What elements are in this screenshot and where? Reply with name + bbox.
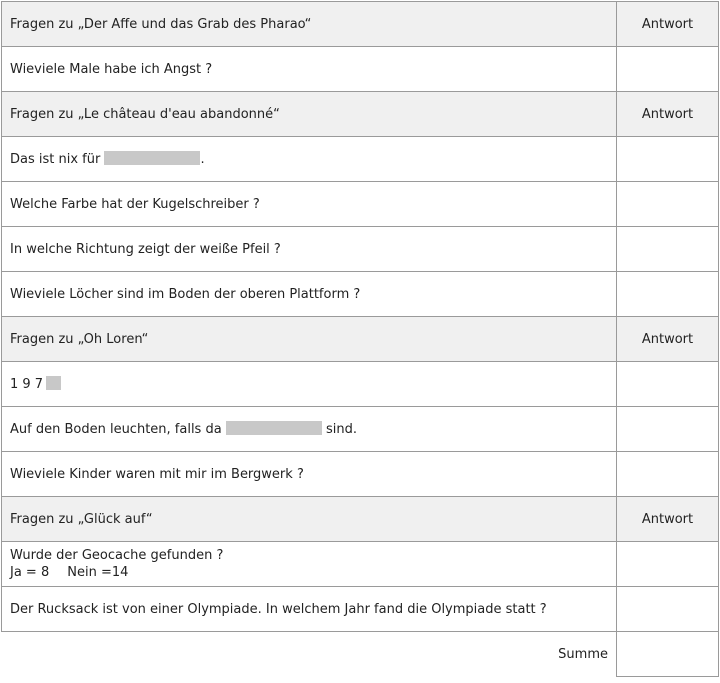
sum-label: Summe — [2, 632, 617, 677]
question-text: In welche Richtung zeigt der weiße Pfeil ? — [2, 227, 617, 272]
question-row — [2, 407, 719, 452]
question-row — [2, 47, 719, 92]
section-title: Fragen zu „Oh Loren“ — [2, 317, 617, 362]
question-text: Wieviele Löcher sind im Boden der oberen Plattform ? — [2, 272, 617, 317]
section-title: Fragen zu „Glück auf“ — [2, 497, 617, 542]
sum-row — [2, 632, 719, 677]
question-row — [2, 542, 719, 587]
section-title: Fragen zu „Der Affe und das Grab des Pharao“ — [2, 2, 617, 47]
question-row — [2, 227, 719, 272]
answer-column-header: Antwort — [617, 2, 719, 47]
answer-column-header: Antwort — [617, 497, 719, 542]
question-text: Der Rucksack ist von einer Olympiade. In welchem Jahr fand die Olympiade statt ? — [2, 587, 617, 632]
question-text — [2, 542, 617, 587]
sum-answer-cell[interactable] — [617, 632, 719, 677]
question-text-after: . — [200, 152, 205, 167]
answer-cell[interactable] — [617, 182, 719, 227]
quiz-table — [1, 1, 719, 677]
section-header-row — [2, 497, 719, 542]
answer-cell[interactable] — [617, 452, 719, 497]
question-text — [2, 362, 617, 407]
option-ja: Ja = 8 — [10, 565, 50, 580]
section-title: Fragen zu „Le château d'eau abandonné“ — [2, 92, 617, 137]
question-text-before: Auf den Boden leuchten, falls da — [10, 422, 222, 437]
answer-cell[interactable] — [617, 362, 719, 407]
redacted-block — [46, 376, 61, 390]
answer-column-header: Antwort — [617, 317, 719, 362]
question-text-before: 1 9 7 — [10, 377, 44, 392]
question-text — [2, 407, 617, 452]
question-text: Welche Farbe hat der Kugelschreiber ? — [2, 182, 617, 227]
question-row — [2, 272, 719, 317]
question-row — [2, 362, 719, 407]
option-nein: Nein =14 — [67, 565, 129, 580]
question-text-after: sind. — [325, 422, 357, 437]
question-row — [2, 137, 719, 182]
answer-cell[interactable] — [617, 47, 719, 92]
answer-cell[interactable] — [617, 227, 719, 272]
section-header-row — [2, 317, 719, 362]
question-line-1: Wurde der Geocache gefunden ? — [10, 548, 224, 563]
question-line-2 — [10, 564, 608, 581]
answer-cell[interactable] — [617, 587, 719, 632]
answer-cell[interactable] — [617, 407, 719, 452]
question-row — [2, 452, 719, 497]
section-header-row — [2, 2, 719, 47]
answer-column-header: Antwort — [617, 92, 719, 137]
question-text-before: Das ist nix für — [10, 152, 101, 167]
question-text: Wieviele Kinder waren mit mir im Bergwerk ? — [2, 452, 617, 497]
redacted-block — [226, 421, 322, 435]
question-text: Wieviele Male habe ich Angst ? — [2, 47, 617, 92]
question-text — [2, 137, 617, 182]
answer-cell[interactable] — [617, 137, 719, 182]
question-row — [2, 587, 719, 632]
redacted-block — [104, 151, 200, 165]
section-header-row — [2, 92, 719, 137]
question-row — [2, 182, 719, 227]
answer-cell[interactable] — [617, 542, 719, 587]
answer-cell[interactable] — [617, 272, 719, 317]
